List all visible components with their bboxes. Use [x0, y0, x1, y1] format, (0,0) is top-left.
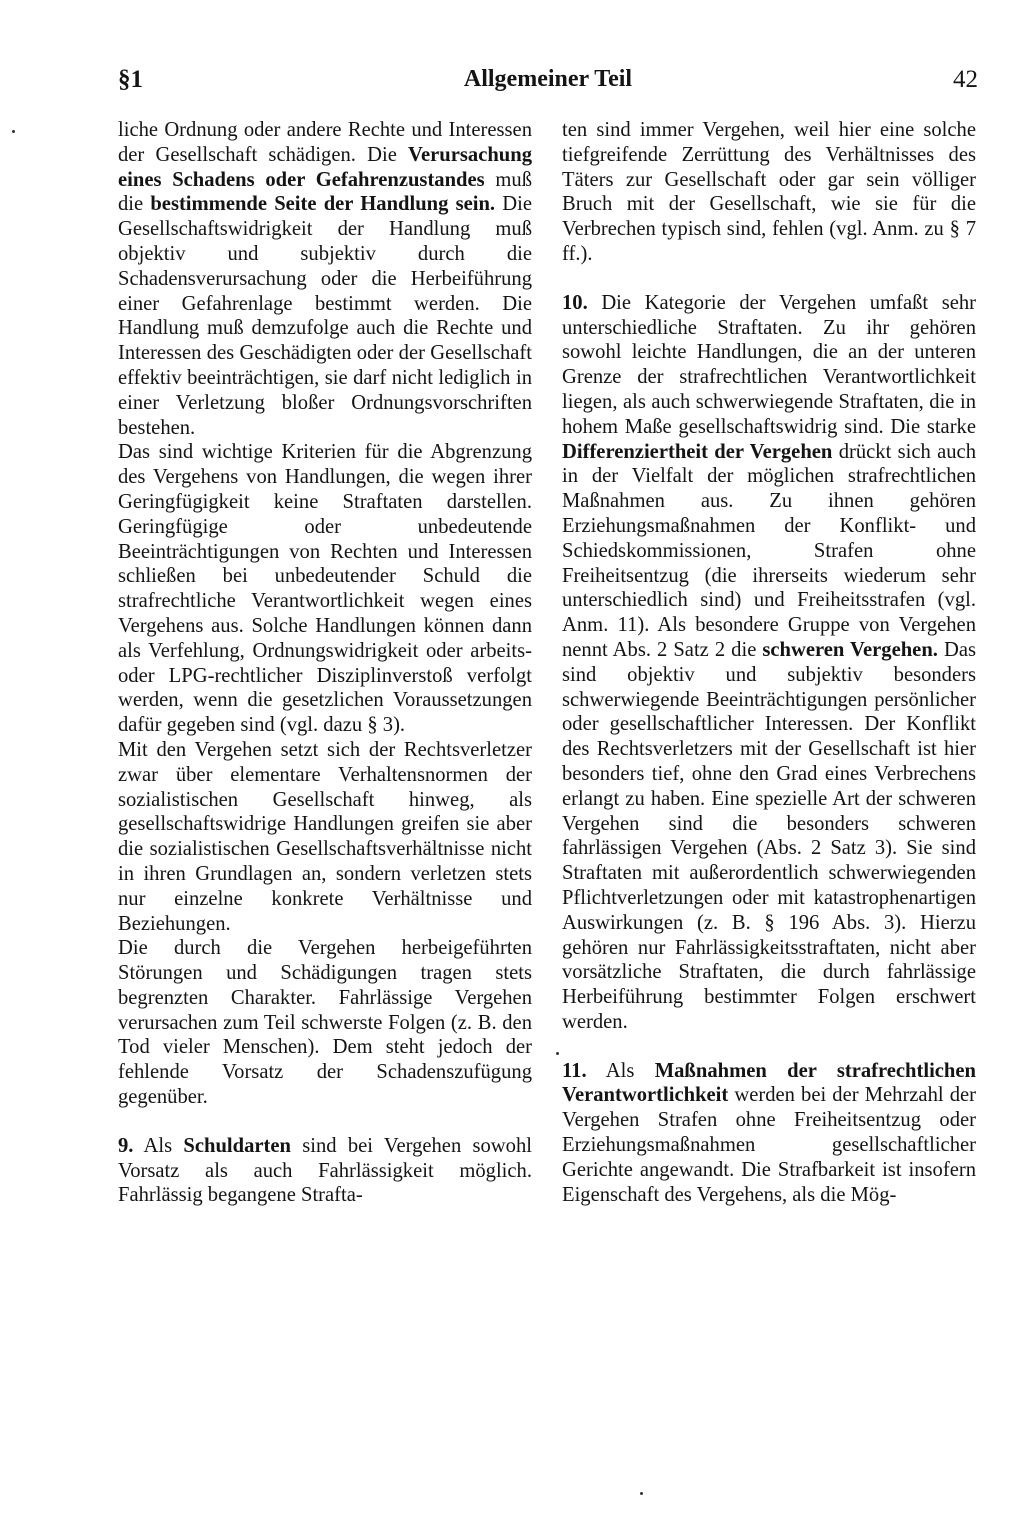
running-header [118, 66, 978, 102]
running-title: Allgemeiner Teil [463, 66, 633, 92]
emphasis: Differenziertheit der Vergehen [562, 440, 833, 463]
paragraph: Das sind wichtige Kriterien für die Abgrenzung des Vergehens von Handlungen, die wegen ihrer Geringfügigkeit keine Straftaten darstellen. Geringfügige oder unbedeutende Beeinträchtigungen von Rechten und Interessen schließen bei unbedeutender Schuld die strafrechtliche Verantwortlichkeit wegen eines Vergehens aus. Solche Handlungen können dann als Verfehlung, Ordnungswidrigkeit oder arbeits- oder LPG-rechtlicher Disziplinverstoß verfolgt werden, wenn die gesetzlichen Voraussetzungen dafür gegeben sind (vgl. dazu § 3). [118, 441, 532, 737]
emphasis: bestimmende Seite der Handlung sein. [150, 193, 496, 216]
page-number: 42 [953, 66, 978, 93]
paragraph-number: 11. [562, 1059, 587, 1082]
numbered-paragraph: 10. Die Kategorie der Vergehen umfaßt sehr unterschiedliche Straftaten. Zu ihr gehören sowohl leichte Handlungen, die an der unteren Grenze der strafrechtlichen Verantwortlichkeit liegen, als auch schwerwiegende Straftaten, die in hohem Maße gesellschaftswidrig sind. Die starke Differenziertheit der Vergehen drückt sich auch in der Vielfalt der möglichen strafrechtlichen Maßnahmen aus. Zu ihnen gehören Erziehungsmaßnahmen der Konflikt- und Schiedskommissionen, Strafen ohne Freiheitsentzug (die ihrerseits wiederum sehr unterschiedlich sind) und Freiheitsstrafen (vgl. Anm. 11). Als besondere Gruppe von Vergehen nennt Abs. 2 Satz 2 die schweren Vergehen. Das sind objektiv und subjektiv besonders schwerwiegende Beeinträchtigungen persönlicher oder gesellschaftlicher Interessen. Der Konflikt des Rechtsverletzers mit der Gesellschaft ist hier besonders tief, ohne den Grad eines Verbrechens erlangt zu haben. Eine spezielle Art der schweren Vergehen sind die besonders schweren fahrlässigen Vergehen (Abs. 2 Satz 3). Sie sind Straftaten mit außerordentlich schwerwiegenden Pflichtverletzungen oder mit katastrophenartigen Auswirkungen (z. B. § 196 Abs. 3). Hierzu gehören nur Fahrlässigkeitsstraftaten, nicht aber vorsätzliche Straftaten, die durch fahrlässige Herbeiführung bestimmter Folgen erschwert werden. [562, 291, 976, 1033]
paragraph-number: 9. [118, 1134, 134, 1157]
emphasis: Schuldarten [183, 1134, 291, 1157]
paragraph: liche Ordnung oder andere Rechte und Interessen der Gesellschaft schädigen. Die Verursachung eines Schadens oder Gefahrenzustandes muß die bestimmende Seite der Handlung sein. Die Gesellschaftswidrigkeit der Handlung muß objektiv und subjektiv durch die Schadensverursachung oder die Herbeiführung einer Gefahrenlage bestimmt werden. Die Handlung muß demzufolge auch die Rechte und Interessen des Geschädigten oder der Gesellschaft effektiv beeinträchtigen, sie darf nicht lediglich in einer Verletzung bloßer Ordnungsvorschriften bestehen. [118, 119, 532, 439]
left-column [118, 118, 532, 1208]
paragraph: Mit den Vergehen setzt sich der Rechtsverletzer zwar über elementare Verhaltensnormen der sozialistischen Gesellschaft hinweg, als gesellschaftswidrige Handlungen greifen sie aber die sozialistischen Gesellschaftsverhältnisse nicht in ihren Grundlagen an, sondern verletzen stets nur einzelne konkrete Verhältnisse und Beziehungen. [118, 738, 532, 935]
numbered-paragraph: 11. Als Maßnahmen der strafrechtlichen Verantwortlichkeit werden bei der Mehrzahl der Vergehen Strafen ohne Freiheitsentzug oder Erziehungsmaßnahmen gesellschaftlicher Gerichte angewandt. Die Strafbarkeit ist insofern Eigenschaft des Vergehens, als die Mög- [562, 1059, 976, 1206]
scan-speck [640, 1492, 643, 1495]
emphasis: Maßnahmen der strafrechtlichen Verantwortlichkeit [562, 1059, 976, 1107]
right-column [562, 118, 976, 1207]
scan-speck [556, 1052, 559, 1055]
scan-speck [12, 130, 15, 133]
paragraph: Die durch die Vergehen herbeigeführten Störungen und Schädigungen tragen stets begrenzten Charakter. Fahrlässige Vergehen verursachen zum Teil schwerste Folgen (z. B. den Tod vieler Menschen). Dem steht jedoch der fehlende Vorsatz der Schadenszufügung gegenüber. [118, 937, 532, 1109]
section-marker: §1 [118, 66, 143, 93]
emphasis: Verursachung eines Schadens oder Gefahrenzustandes [118, 143, 532, 191]
paragraph: ten sind immer Vergehen, weil hier eine solche tiefgreifende Zerrüttung des Verhältnisses des Täters zur Gesellschaft oder gar sein völliger Bruch mit der Gesellschaft, wie sie für die Verbrechen typisch sind, fehlen (vgl. Anm. zu § 7 ff.). [562, 119, 976, 265]
numbered-paragraph: 9. Als Schuldarten sind bei Vergehen sowohl Vorsatz als auch Fahrlässigkeit möglich. Fahrlässig begangene Strafta- [118, 1134, 532, 1207]
emphasis: schweren Vergehen. [762, 638, 938, 661]
paragraph-number: 10. [562, 291, 588, 314]
